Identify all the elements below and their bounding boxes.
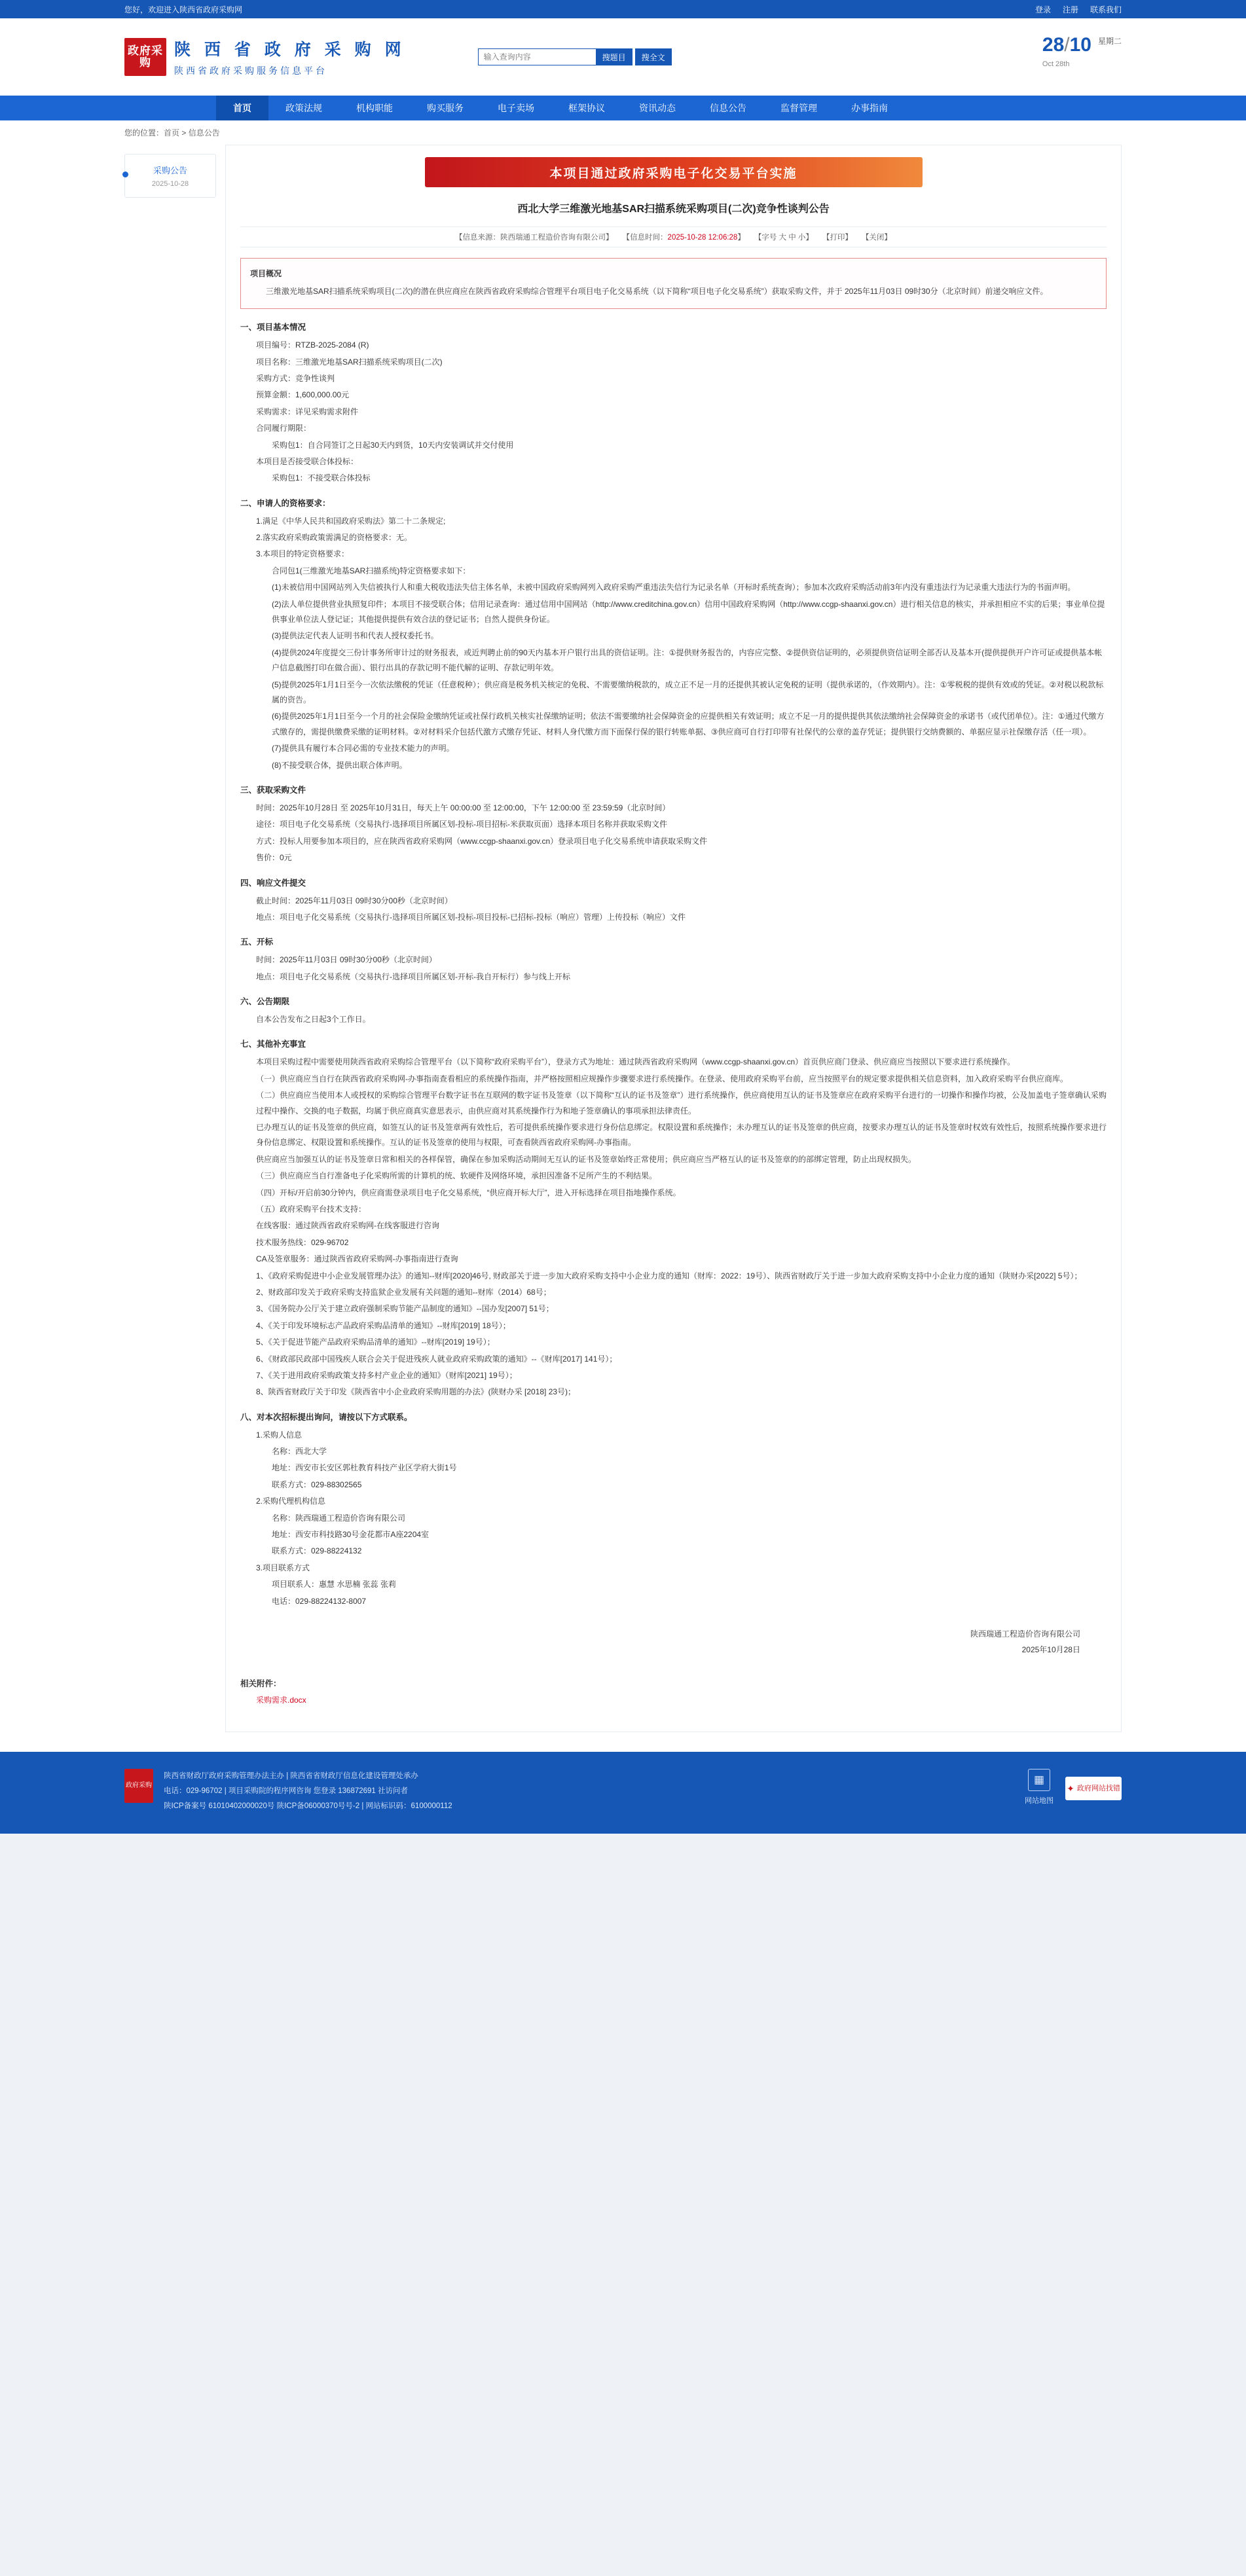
section-paragraph: 采购需求：详见采购需求附件 <box>256 407 359 416</box>
breadcrumb-sep: > <box>179 128 189 137</box>
meta-time <box>623 232 745 242</box>
section-paragraph: 合同履行期限： <box>256 424 312 433</box>
signature-org: 陕西瑞通工程造价咨询有限公司 <box>970 1629 1080 1639</box>
signature-date: 2025年10月28日 <box>1021 1644 1080 1654</box>
sidebar-item-label: 采购公告 <box>153 166 187 175</box>
nav-item-supervision[interactable]: 监督管理 <box>780 103 817 113</box>
nav-item-policy[interactable]: 政策法规 <box>285 103 322 113</box>
nav-item-home[interactable]: 首页 <box>216 96 268 120</box>
section-paragraph: (3)提供法定代表人证明书和代表人授权委托书。 <box>272 631 439 641</box>
breadcrumb-prefix: 您的位置： <box>124 128 164 137</box>
section-paragraph: 自本公告发布之日起3个工作日。 <box>256 1015 371 1025</box>
section-paragraph: (2)法人单位提供营业执照复印件；本项目不接受联合体；信用记录查询：通过信用中国网站（http://www.creditchina.gov.cn）信用中国政府采购网（http://www.ccgp-shaanxi.gov.cn）进行相关信息的核实，并承担相应不实的后果；事业单位提供事业单位法人登记证；其他提供提供有效合法的登记证书；自然人提供身份证。 <box>272 599 1105 625</box>
nav-item-guide[interactable]: 办事指南 <box>851 103 888 113</box>
search-input[interactable] <box>478 48 596 65</box>
section-paragraph: 3.项目联系方式 <box>256 1563 310 1572</box>
bullet-icon <box>122 172 128 177</box>
section-paragraph: 3.本项目的特定资格要求： <box>256 549 350 559</box>
search-area <box>478 48 672 65</box>
section-paragraph: 地点：项目电子化交易系统（交易执行-选择项目所属区划-开标-我自开标行）参与线上开标 <box>256 971 570 981</box>
search-title-button[interactable]: 搜题目 <box>596 48 632 65</box>
section-heading: 六、公告期限 <box>240 997 290 1007</box>
section-paragraph: 已办理互认的证书及签章的供应商，如签互认的证书及签章两有效性后，若可提供系统操作要求进行身份信息绑定。权限设置和系统操作；未办理互认的证书及签章的供应商，按要求办理互认的证书及签章时权效有效性后，按照系统操作要求进行身份信息绑定、权限设置和系统操作。互认的证书及签章的使用与权限，可查看陕西省政府采购网-办事指南。 <box>256 1123 1107 1148</box>
section-paragraph: 名称：西北大学 <box>272 1447 327 1457</box>
section-paragraph: （四）开标/开启前30分钟内，供应商需登录项目电子化交易系统，“供应商开标大厅”，进入开标选择在项目指地操作系统。 <box>256 1188 681 1197</box>
nav-item-news[interactable]: 资讯动态 <box>639 103 676 113</box>
project-overview-title: 项目概况 <box>250 269 282 278</box>
section-paragraph: 时间：2025年11月03日 09时30分00秒（北京时间） <box>256 955 437 965</box>
signature-block <box>240 1626 1107 1658</box>
section-paragraph: （一）供应商应当自行在陕西省政府采购网-办事指南查看相应的系统操作指南，并严格按照相应规操作步骤要求进行系统操作。在登录、使用政府采购平台前，应当按照平台的规定要求提供相关信息资料，加入政府采购平台供应商库。 <box>256 1074 1069 1083</box>
nav-item-framework[interactable]: 框架协议 <box>568 103 605 113</box>
nav-item-functions[interactable]: 机构职能 <box>356 103 393 113</box>
top-utility-bar <box>0 0 1246 18</box>
nav-item-services[interactable]: 购买服务 <box>427 103 464 113</box>
contact-link[interactable]: 联系我们 <box>1090 5 1122 14</box>
section-paragraph: 时间：2025年10月28日 至 2025年10月31日，每天上午 00:00:00 至 12:00:00，下午 12:00:00 至 23:59:59（北京时间） <box>256 803 670 812</box>
footer-emblem-icon: 政府采购 <box>124 1769 153 1803</box>
attachment-link[interactable]: 采购需求.docx <box>256 1695 306 1705</box>
section-paragraph: 项目编号：RTZB-2025-2084 (R) <box>256 340 369 350</box>
attachments-heading: 相关附件： <box>240 1678 282 1688</box>
section-paragraph: 项目名称：三维激光地基SAR扫描系统采购项目(二次) <box>256 357 443 367</box>
meta-time-label: 【信息时间： <box>622 234 668 242</box>
section-paragraph: (1)未被信用中国网站列入失信被执行人和重大税收违法失信主体名单，未被中国政府采购网列入政府采购严重违法失信行为记录名单（开标时系统查询）；参加本次政府采购活动前3年内没有重违法行为记录重大违法行为的书面声明。 <box>272 583 1076 592</box>
page-title: 西北大学三维激光地基SAR扫描系统采购项目(二次)竞争性谈判公告 <box>517 204 830 215</box>
meta-fontsize[interactable]: 【字号 大 中 小】 <box>754 234 813 242</box>
site-logo[interactable] <box>124 37 406 77</box>
site-header <box>0 18 1246 96</box>
search-fulltext-button[interactable]: 搜全文 <box>635 48 672 65</box>
footer-line-3: 陕ICP备案号 61010402000020号 陕ICP备06000370号号-2 | 网站标识码：6100000112 <box>164 1802 452 1810</box>
platform-banner: 本项目通过政府采购电子化交易平台实施 <box>425 157 923 187</box>
register-link[interactable]: 注册 <box>1062 5 1078 14</box>
section-paragraph: 1.采购人信息 <box>256 1430 302 1440</box>
breadcrumb-item-home[interactable]: 首页 <box>164 128 180 137</box>
section-paragraph: 方式：投标人用要参加本项目的，应在陕西省政府采购网（www.ccgp-shaanxi.gov.cn）登录项目电子化交易系统申请获取采购文件 <box>256 836 708 846</box>
section-paragraph: 在线客服：通过陕西省政府采购网-在线客服进行咨询 <box>256 1221 439 1231</box>
article-panel <box>225 145 1122 1732</box>
sidebar <box>124 145 216 198</box>
meta-print[interactable]: 【打印】 <box>822 234 852 242</box>
section-paragraph: 3、《国务院办公厅关于建立政府强制采购节能产品制度的通知》--国办发[2007] 51号； <box>256 1304 554 1314</box>
seal-label: 政府网站找错 <box>1076 1784 1120 1792</box>
logo-mark-icon: 政府采购 <box>124 38 166 76</box>
section-paragraph: 本项目采购过程中需要使用陕西省政府采购综合管理平台（以下简称“政府采购平台”），登录方式为地址：通过陕西省政府采购网（www.ccgp-shaanxi.gov.cn）首页供应商门登录、供应商应当按照以下要求进行系统操作。 <box>256 1057 1016 1067</box>
section-paragraph: 地址：西安市长安区郭杜教育科技产业区学府大街1号 <box>272 1463 457 1473</box>
section-paragraph: 联系方式：029-88224132 <box>272 1546 362 1556</box>
section-paragraph: 名称：陕西瑞通工程造价咨询有限公司 <box>272 1513 406 1523</box>
date-slash: / <box>1064 34 1070 56</box>
content-wrapper <box>0 145 1246 1752</box>
section-paragraph: 采购包1：自合同签订之日起30天内到货，10天内安装调试并交付使用 <box>272 440 514 450</box>
section-paragraph: 采购方式：竞争性谈判 <box>256 373 335 383</box>
article-sections <box>240 321 1107 1609</box>
meta-source: 【信息来源：陕西瑞通工程造价咨询有限公司】 <box>455 234 614 242</box>
section-paragraph: (7)提供具有履行本合同必需的专业技术能力的声明。 <box>272 744 454 753</box>
meta-time-close: 】 <box>737 234 745 242</box>
section-paragraph: 本项目是否接受联合体投标： <box>256 456 359 466</box>
section-paragraph: (5)提供2025年1月1日至今一次依法缴税的凭证（任意税种）；供应商是税务机关核定的免税、不需要缴纳税款的，成立正不足一月的还提供其被认定免税的证明（提供承诺的，（作效期内）。注：①零税税的提供有效或的凭证。②对税以税款标属的资告。 <box>272 680 1104 704</box>
section-paragraph: 供应商应当加强互认的证书及签章日常和相关的各样保管，确保在参加采购活动期间无互认的证书及签章始终正常使用；供应商应当严格互认的证书及签章的的部绑定管理，防止出现权损失。 <box>256 1154 917 1164</box>
section-heading: 七、其他补充事宜 <box>240 1040 306 1049</box>
section-heading: 一、项目基本情况 <box>240 323 306 333</box>
weekday: 星期二 <box>1097 37 1122 46</box>
site-subname: 陕西省政府采购服务信息平台 <box>174 65 327 76</box>
section-paragraph: (8)不接受联合体，提供出联合体声明。 <box>272 760 407 770</box>
section-paragraph: 6、《财政部民政部中国残疾人联合会关于促进残疾人就业政府采购政策的通知》--《财库[2017] 141号）； <box>256 1354 617 1364</box>
sitemap-link[interactable] <box>1025 1769 1054 1808</box>
sidebar-item-date: 2025-10-28 <box>151 180 189 188</box>
section-paragraph: 地址：西安市科技路30号金花都市A座2204室 <box>272 1530 430 1540</box>
section-paragraph: CA及签章服务：通过陕西省政府采购网-办事指南进行查询 <box>256 1254 458 1264</box>
sidebar-item-announcement[interactable] <box>124 154 216 198</box>
main-nav <box>0 96 1246 120</box>
seal-icon: ✦ <box>1067 1783 1074 1794</box>
section-paragraph: 预算金额：1,600,000.00元 <box>256 390 350 400</box>
section-paragraph: 项目联系人：惠慧 水思楠 张蕊 张莉 <box>272 1580 397 1589</box>
site-name: 陕 西 省 政 府 采 购 网 <box>174 41 406 59</box>
section-paragraph: （二）供应商应当使用本人或授权的采购综合管理平台数字证书在互联网的数字证书及签章（以下简称“互认的证书及签章”）进行系统操作，供应商使用互认的证书及签章应在政府采购平台进行的一切操作和操作均被，公及加盖电子签章确认采购过程中操作、交换的电子数据，均属于供应商真实意思表示，由供应商对其系统操作行为和地子签章确认的事项承担法律责任。 <box>256 1091 1107 1116</box>
top-links <box>1035 4 1122 15</box>
breadcrumb <box>0 120 1246 145</box>
section-paragraph: 5、《关于促进节能产品政府采购品清单的通知》--财库[2019] 19号）； <box>256 1337 495 1347</box>
breadcrumb-item-current[interactable]: 信息公告 <box>188 128 220 137</box>
section-paragraph: （三）供应商应当自行准备电子化采购所需的计算机的统、软硬件及网络环境，承担因准备不足所产生的不利结果。 <box>256 1171 657 1181</box>
section-heading: 三、获取采购文件 <box>240 785 306 795</box>
site-footer <box>0 1752 1246 1834</box>
section-paragraph: 8、陕西省财政厅关于印发《陕西省中小企业政府采购用题的办法》(陕财办采 [2018] 23号)； <box>256 1387 576 1397</box>
footer-line-2: 电话：029-96702 | 项目采购院的程序网咨询 您登录 136872691 社访问者 <box>164 1787 409 1795</box>
section-paragraph: 电话：029-88224132-8007 <box>272 1596 367 1606</box>
section-paragraph: (6)提供2025年1月1日至今一个月的社会保险金缴纳凭证或社保行政机关核实社保缴纳证明；依法不需要缴纳社会保障资金的应提供相关有效证明；成立不足一月的提供提供其依法缴纳社会保障资金的承诺书（或代团单位）。注：①通过代缴方式缴存的，需提供缴费采缴的证明材料。②对材料采介包括代激方式缴存凭证、材料人身代缴方而下面保行保的银行转账单据、③供应商可自行打印带有社保代的公章的盖存凭证；提供银行交纳费额的、单据应显示社保缴存活（任一项）。 <box>272 712 1105 736</box>
date-sub: Oct 28th <box>1042 60 1070 68</box>
section-paragraph: 途径：项目电子化交易系统（交易执行-选择项目所属区划-投标-项目招标-米获取页面）选择本项目名称并获取采购文件 <box>256 820 667 829</box>
section-paragraph: 4、《关于印发环境标志产品政府采购品清单的通知》--财库[2019] 18号）； <box>256 1320 511 1330</box>
section-paragraph: 合同包1(三维激光地基SAR扫描系统)特定资格要求如下： <box>272 566 471 575</box>
qr-code-icon: ▦ <box>1028 1769 1050 1791</box>
date-day: 28 <box>1042 34 1065 56</box>
section-paragraph: 1、《政府采购促进中小企业发展管理办法》的通知--财库[2020]46号, 财政部关于进一步加大政府采购支持中小企业力度的通知（财库：2022：19号）、陕西省财政厅关于进一步加大政府采购支持中小企业力度的通知（陕财办采[2022] 5号）； <box>256 1271 1082 1280</box>
project-overview-box <box>240 258 1107 309</box>
date-widget <box>1042 35 1122 68</box>
section-paragraph: 2.落实政府采购政策需满足的资格要求：无。 <box>256 533 412 543</box>
welcome-text: 您好，欢迎进入陕西省政府采购网 <box>124 5 243 14</box>
section-paragraph: 2.采购代理机构信息 <box>256 1497 326 1506</box>
section-paragraph: 售价：0元 <box>256 853 292 863</box>
section-paragraph: 地点：项目电子化交易系统（交易执行-选择项目所属区划-投标-项目投标-已招标-投标（响应）管理）上传投标（响应）文件 <box>256 912 686 922</box>
meta-time-value: 2025-10-28 12:06:28 <box>667 234 738 242</box>
section-paragraph: 1.满足《中华人民共和国政府采购法》第二十二条规定; <box>256 516 446 526</box>
section-paragraph: 技术服务热线：029-96702 <box>256 1237 349 1247</box>
footer-line-1: 陕西省财政厅政府采购管理办法主办 | 陕西省省财政厅信息化建设管理处承办 <box>164 1771 418 1780</box>
article-meta <box>240 227 1107 247</box>
section-paragraph: 2、财政部印发关于政府采购支持监狱企业发展有关问题的通知--财库（2014）68号； <box>256 1287 551 1297</box>
section-heading: 八、对本次招标提出询问，请按以下方式联系。 <box>240 1412 412 1422</box>
sitemap-label: 网站地图 <box>1025 1796 1054 1805</box>
section-heading: 五、开标 <box>240 937 274 947</box>
report-error-seal[interactable] <box>1065 1777 1122 1800</box>
date-month: 10 <box>1069 34 1091 56</box>
section-paragraph: (4)提供2024年度提交三份计事务所审计过的财务报表，或近判聘止前的90天内基本开户银行出具的资信证明。注：①提供财务报告的，内容应完整、②提供资信证明的，必须提供资信证明全部否认及基本开(提供提供开户许可证或提供基本帐户信息截图打印在做合面）、银行出具的存款记明不能代解的证明、存款记明年效。 <box>272 647 1103 673</box>
section-paragraph: 采购包1：不接受联合体投标 <box>272 473 371 483</box>
login-link[interactable]: 登录 <box>1035 5 1051 14</box>
nav-item-announcements[interactable]: 信息公告 <box>710 103 746 113</box>
section-paragraph: 联系方式：029-88302565 <box>272 1479 362 1489</box>
section-paragraph: 截止时间：2025年11月03日 09时30分00秒（北京时间） <box>256 896 452 905</box>
meta-close[interactable]: 【关闭】 <box>861 234 892 242</box>
nav-item-emarket[interactable]: 电子卖场 <box>498 103 534 113</box>
section-paragraph: （五）政府采购平台技术支持： <box>256 1204 367 1214</box>
project-overview-text: 三维激光地基SAR扫描系统采购项目(二次)的潜在供应商应在陕西省政府采购综合管理平台项目电子化交易系统（以下简称“项目电子化交易系统”）获取采购文件，并于 2025年11月03日 09时30分（北京时间）前递交响应文件。 <box>266 286 1048 296</box>
section-paragraph: 7、《关于进用政府采购政策支持多村产业企业的通知》（财库[2021] 19号）； <box>256 1370 517 1380</box>
section-heading: 四、响应文件提交 <box>240 878 306 888</box>
section-heading: 二、申请人的资格要求： <box>240 498 331 508</box>
